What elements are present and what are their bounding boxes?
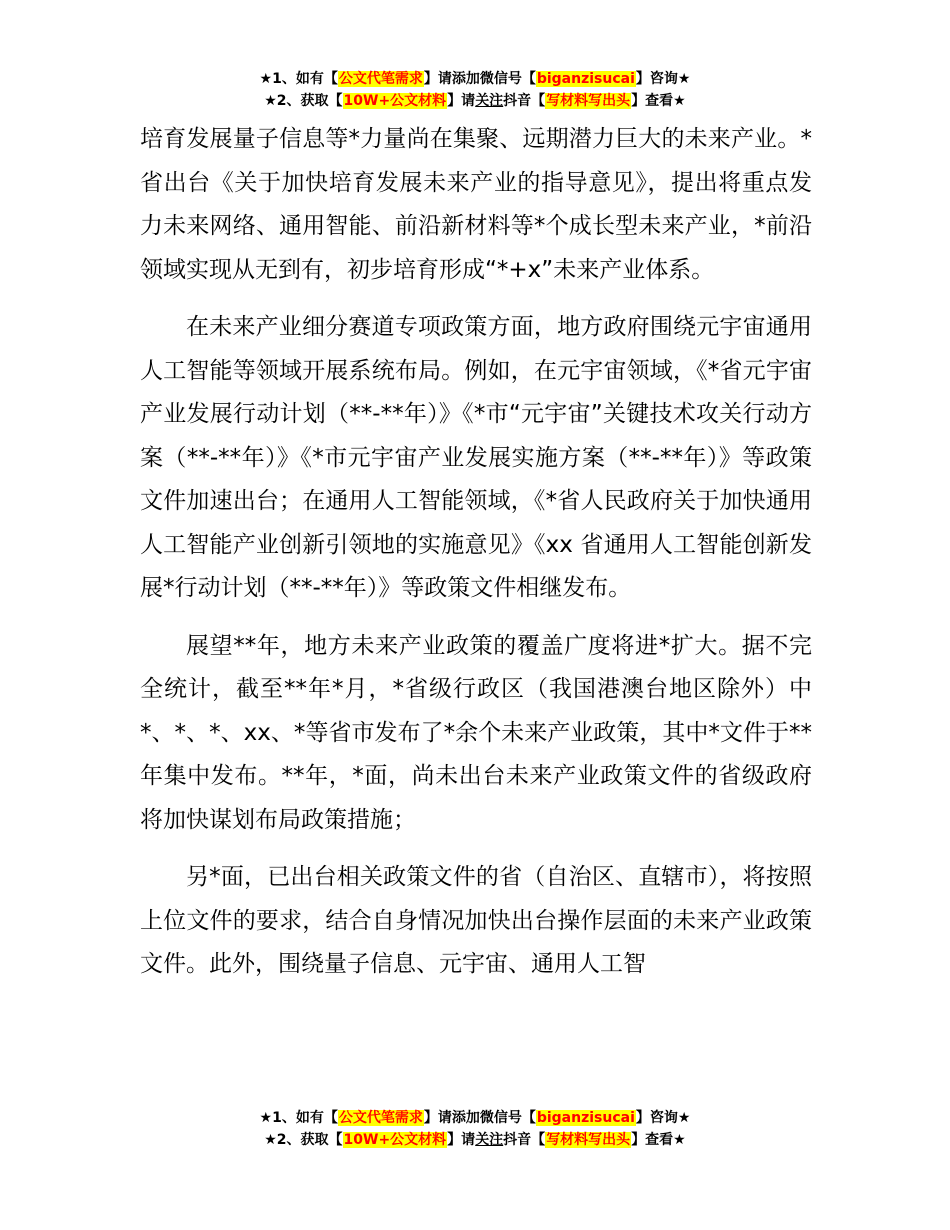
banner-highlight: 10W+公文材料 bbox=[343, 1132, 447, 1148]
banner-underlined-text: 关注 bbox=[475, 93, 504, 109]
douyin-id-highlight: 写材料写出头 bbox=[546, 93, 631, 109]
banner-text: ★2、获取【 bbox=[264, 93, 343, 109]
douyin-id-highlight: 写材料写出头 bbox=[546, 1132, 631, 1148]
banner-text: 】请添加微信号【 bbox=[423, 1110, 536, 1126]
header-banner bbox=[0, 68, 950, 112]
paragraph: 在未来产业细分赛道专项政策方面，地方政府围绕元宇宙通用人工智能等领域开展系统布局。例如，在元宇宙领域，《*省元宇宙产业发展行动计划（**-**年）》《*市“元宇宙”关键技术攻关行动方案（**-**年）》《*市元宇宙产业发展实施方案（**-**年）》等政策文件加速出台；在通用人工智能领域，《*省人民政府关于加快通用人工智能产业创新引领地的实施意见》《xx 省通用人工智能创新发展*行动计划（**-**年）》等政策文件相继发布。 bbox=[140, 314, 812, 601]
document-body bbox=[140, 118, 812, 1001]
banner-text: ★2、获取【 bbox=[264, 1132, 343, 1148]
banner-text: ★1、如有【 bbox=[259, 1110, 338, 1126]
wechat-id-highlight: biganzisucai bbox=[536, 71, 635, 87]
banner-highlight: 10W+公文材料 bbox=[343, 93, 447, 109]
paragraph: 培育发展量子信息等*力量尚在集聚、远期潜力巨大的未来产业。*省出台《关于加快培育发展未来产业的指导意见》，提出将重点发力未来网络、通用智能、前沿新材料等*个成长型未来产业，*前沿领域实现从无到有，初步培育形成“*+x”未来产业体系。 bbox=[140, 126, 812, 283]
banner-underlined-text: 关注 bbox=[475, 1132, 504, 1148]
banner-text: 抖音【 bbox=[503, 93, 546, 109]
banner-line-1 bbox=[0, 1107, 950, 1129]
banner-line-1 bbox=[0, 68, 950, 90]
banner-text: 】咨询★ bbox=[635, 1110, 691, 1126]
banner-text: 抖音【 bbox=[503, 1132, 546, 1148]
banner-highlight: 公文代笔需求 bbox=[338, 71, 423, 87]
paragraph: 另*面，已出台相关政策文件的省（自治区、直辖市），将按照上位文件的要求，结合自身情况加快出台操作层面的未来产业政策文件。此外，围绕量子信息、元宇宙、通用人工智 bbox=[140, 864, 812, 977]
banner-text: 】咨询★ bbox=[635, 71, 691, 87]
wechat-id-highlight: biganzisucai bbox=[536, 1110, 635, 1126]
banner-text: 】查看★ bbox=[631, 93, 686, 109]
footer-banner bbox=[0, 1107, 950, 1151]
banner-text: 】查看★ bbox=[631, 1132, 686, 1148]
banner-text: ★1、如有【 bbox=[259, 71, 338, 87]
banner-text: 】请 bbox=[447, 1132, 476, 1148]
banner-text: 】请 bbox=[447, 93, 476, 109]
banner-highlight: 公文代笔需求 bbox=[338, 1110, 423, 1126]
banner-line-2 bbox=[0, 1129, 950, 1151]
banner-line-2 bbox=[0, 90, 950, 112]
banner-text: 】请添加微信号【 bbox=[423, 71, 536, 87]
paragraph: 展望**年，地方未来产业政策的覆盖广度将进*扩大。据不完全统计，截至**年*月，*省级行政区（我国港澳台地区除外）中*、*、*、xx、*等省市发布了*余个未来产业政策，其中*文件于**年集中发布。**年，*面，尚未出台未来产业政策文件的省级政府将加快谋划布局政策措施； bbox=[140, 632, 812, 833]
